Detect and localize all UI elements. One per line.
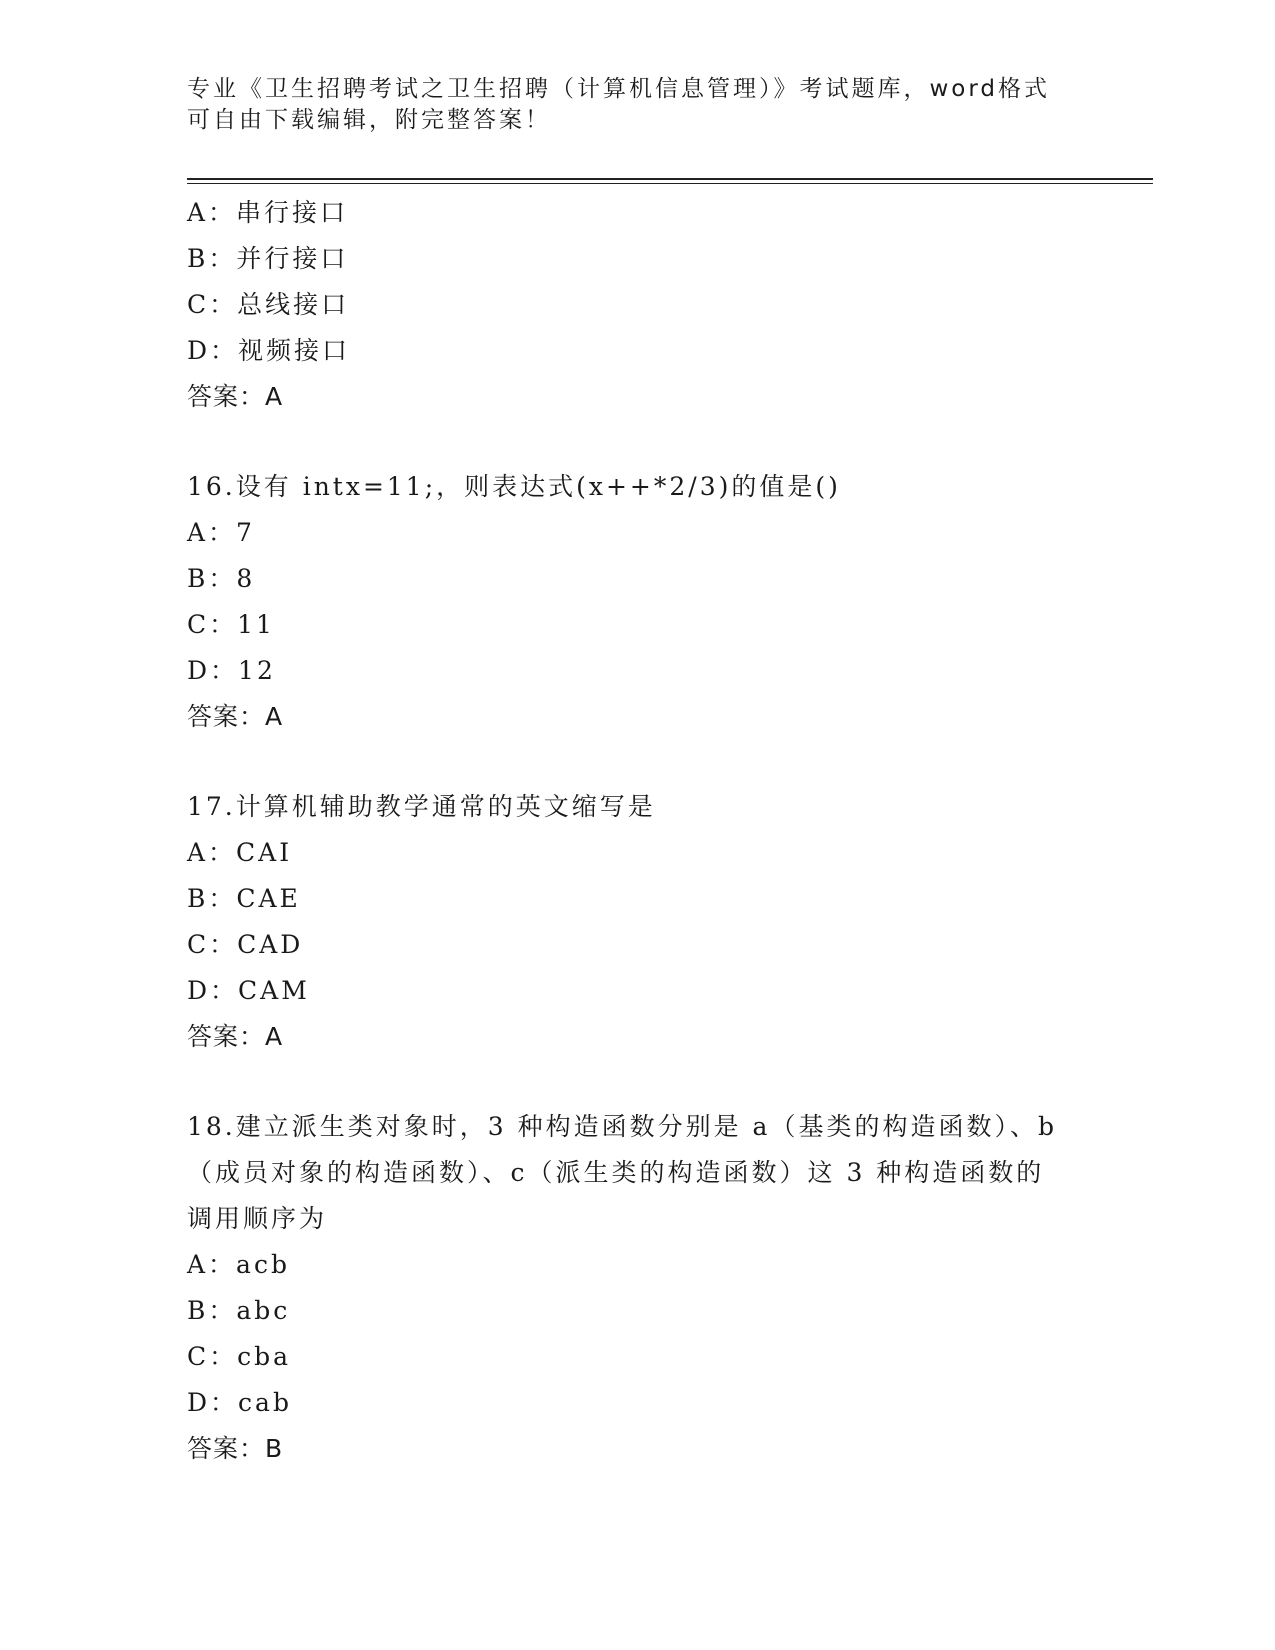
option-a: A：7 [187,518,255,547]
answer: 答案：A [187,1022,284,1051]
answer: 答案：B [187,1434,284,1463]
question-16-block [187,464,1087,740]
question-17-block [187,784,1087,1060]
option-c: C：11 [187,610,275,639]
option-b: B：并行接口 [187,244,349,273]
header-divider-thick [187,178,1153,180]
document-header: 专业《卫生招聘考试之卫生招聘（计算机信息管理）》考试题库，word格式可自由下载编辑，附完整答案！ [187,76,1051,133]
question-text: 17.计算机辅助教学通常的英文缩写是 [187,792,656,821]
spacer [187,1060,1087,1104]
option-d: D：视频接口 [187,336,351,365]
question-18-block [187,1104,1087,1472]
option-a: A：串行接口 [187,198,349,227]
option-a: A：acb [187,1250,290,1279]
option-c: C：CAD [187,930,304,959]
question-text: 16.设有 intx=11;，则表达式(x++*2/3)的值是() [187,472,841,501]
header-divider-thin [187,183,1153,184]
option-c: C：cba [187,1342,292,1371]
question-15-block [187,190,1087,420]
answer: 答案：A [187,702,284,731]
option-b: B：CAE [187,884,301,913]
option-c: C：总线接口 [187,290,350,319]
option-d: D：12 [187,656,276,685]
answer: 答案：A [187,382,284,411]
option-d: D：CAM [187,976,310,1005]
option-b: B：abc [187,1296,291,1325]
option-d: D：cab [187,1388,292,1417]
spacer [187,740,1087,784]
spacer [187,420,1087,464]
option-b: B：8 [187,564,256,593]
question-list [187,190,1087,1472]
question-text: 18.建立派生类对象时，3 种构造函数分别是 a（基类的构造函数）、b（成员对象的构造函数）、c（派生类的构造函数）这 3 种构造函数的调用顺序为 [187,1112,1057,1233]
option-a: A：CAI [187,838,293,867]
